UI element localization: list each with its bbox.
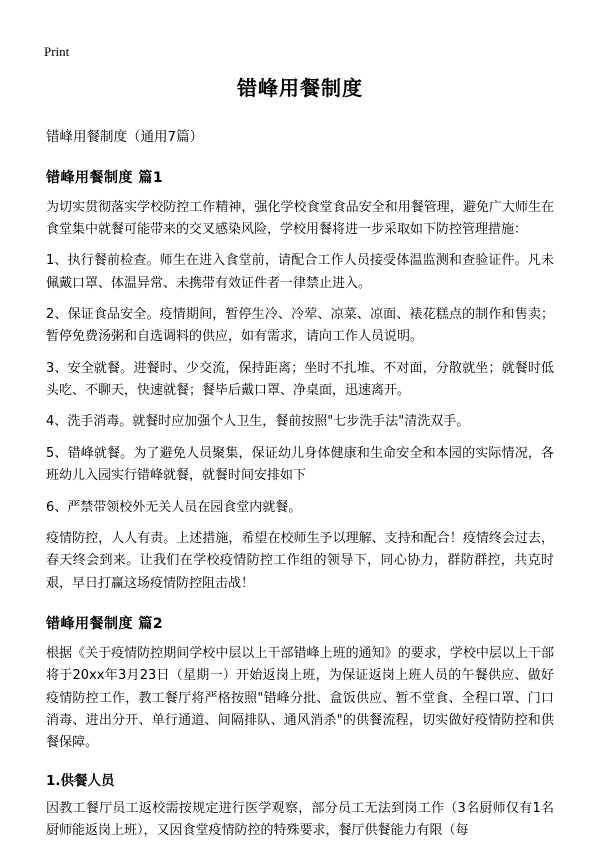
paragraph: 因教工餐厅员工返校需按规定进行医学观察，部分员工无法到岗工作（3名厨师仅有1名厨师能返岗上班），又因食堂疫情防控的特殊要求，餐厅供餐能力有限（每	[46, 800, 554, 839]
paragraph: 疫情防控，人人有责。上述措施，希望在校师生予以理解、支持和配合！疫情终会过去，春天终会到来。让我们在学校疫情防控工作组的领导下，同心协力，群防群控，共克时艰，早日打赢这场疫情防控阻击战！	[46, 530, 554, 591]
print-button[interactable]: Print	[44, 44, 70, 59]
section-heading-1: 错峰用餐制度 篇1	[46, 169, 164, 186]
document-subtitle: 错峰用餐制度（通用7篇）	[46, 129, 204, 145]
paragraph: 3、安全就餐。进餐时、少交流，保持距离；坐时不扎堆、不对面，分散就坐；就餐时低头吃、不聊天，快速就餐；餐毕后戴口罩、净桌面，迅速离开。	[46, 360, 554, 399]
paragraph: 1、执行餐前检查。师生在进入食堂前，请配合工作人员接受体温监测和查验证件。凡未佩戴口罩、体温异常、未携带有效证件者一律禁止进入。	[46, 253, 554, 291]
paragraph: 为切实贯彻落实学校防控工作精神，强化学校食堂食品安全和用餐管理，避免广大师生在食堂集中就餐可能带来的交叉感染风险，学校用餐将进一步采取如下防控管理措施：	[46, 199, 554, 237]
paragraph: 4、洗手消毒。就餐时应加强个人卫生，餐前按照"七步洗手法"清洗双手。	[46, 414, 470, 430]
paragraph: 2、保证食品安全。疫情期间，暂停生冷、冷荤、凉菜、凉面、裱花糕点的制作和售卖；暂停免费汤粥和自选调料的供应，如有需求，请向工作人员说明。	[46, 307, 554, 345]
paragraph: 5、错峰就餐。为了避免人员聚集，保证幼儿身体健康和生命安全和本园的实际情况，各班幼儿入园实行错峰就餐，就餐时间安排如下	[46, 445, 554, 484]
paragraph: 6、严禁带领校外无关人员在园食堂内就餐。	[46, 499, 302, 515]
page-title: 错峰用餐制度	[237, 76, 363, 100]
section-heading-2: 错峰用餐制度 篇2	[46, 615, 164, 632]
subsection-heading: 1.供餐人员	[46, 772, 115, 789]
paragraph: 根据《关于疫情防控期间学校中层以上干部错峰上班的通知》的要求，学校中层以上干部将于20xx年3月23日（星期一）开始返岗上班，为保证返岗上班人员的午餐供应、做好疫情防控工作，教工餐厅将严格按照"错峰分批、盒饭供应、暂不堂食、全程口罩、门口消毒、进出分开、单行通道、间隔排队、通风消杀"的供餐流程，切实做好疫情防控和供餐保障。	[46, 645, 554, 751]
